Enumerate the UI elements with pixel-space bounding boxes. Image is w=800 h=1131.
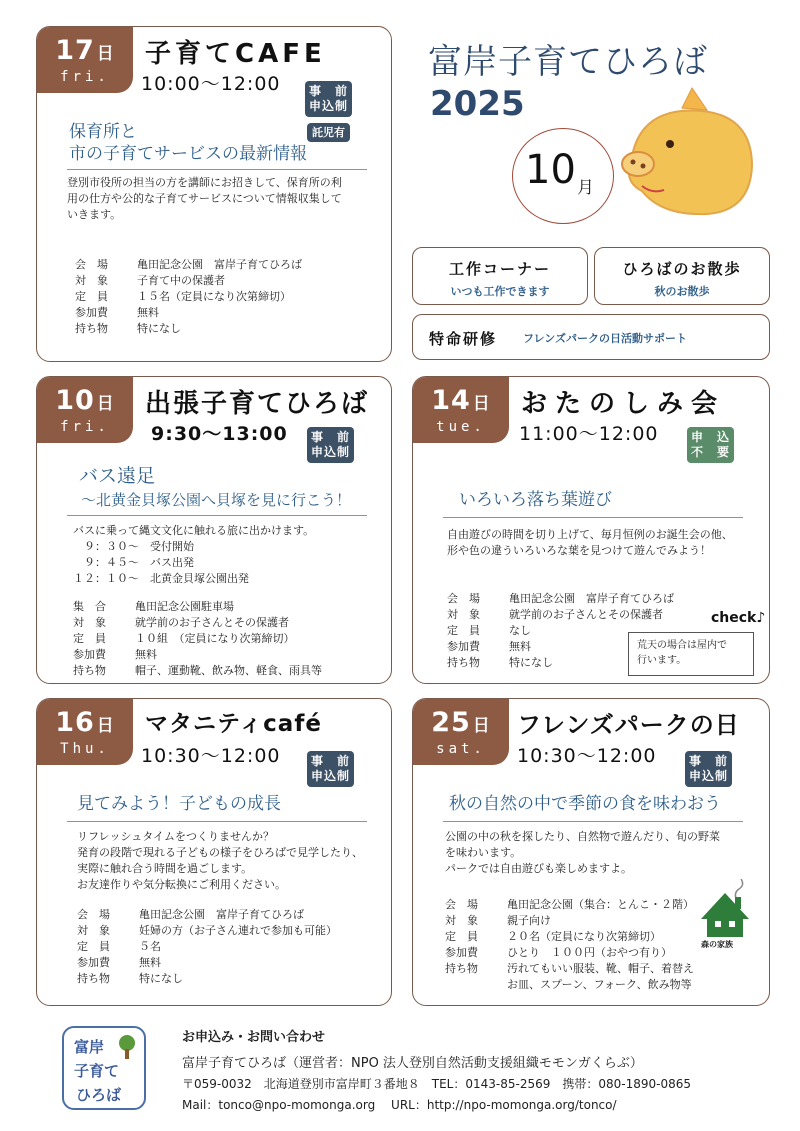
- info-value: 特になし: [509, 656, 553, 669]
- training-sub: フレンズパークの日活動サポート: [523, 332, 687, 345]
- info-row: [445, 913, 694, 929]
- logo-text-1: 富岸: [74, 1038, 105, 1056]
- desc-line: 形や色の違ういろいろな葉を見つけて遊んでみよう！: [447, 544, 711, 557]
- event-info: [77, 907, 337, 987]
- info-value: 特になし: [137, 322, 181, 335]
- event-weekday: sat.: [436, 741, 486, 757]
- event-description: [447, 527, 733, 559]
- event-weekday: Thu.: [60, 741, 110, 757]
- info-key: 持ち物: [77, 972, 110, 985]
- craft-corner-title: 工作コーナー: [448, 260, 551, 278]
- info-value: 亀田記念公園 富岸子育てひろば: [509, 592, 674, 605]
- info-key: 会 場: [447, 592, 480, 605]
- info-key: 定 員: [75, 290, 108, 303]
- info-value: 無料: [135, 648, 157, 661]
- info-row: [445, 945, 694, 961]
- date-box: [413, 699, 509, 765]
- info-row: [445, 897, 694, 913]
- info-key: 対 象: [445, 914, 478, 927]
- desc-line: ９：４５〜 バス出発: [73, 556, 194, 569]
- info-value: ５名: [139, 940, 161, 953]
- info-row: [75, 273, 302, 289]
- info-key: 定 員: [77, 940, 110, 953]
- event-day: 25: [431, 707, 471, 738]
- info-row: [77, 955, 337, 971]
- info-row: [447, 591, 674, 607]
- walk-corner: [594, 247, 770, 305]
- info-value: 亀田記念公園 富岸子育てひろば: [139, 908, 304, 921]
- info-key: 定 員: [447, 624, 480, 637]
- desc-line: を味わいます。: [445, 846, 522, 859]
- desc-line: 登別市役所の担当の方を講師にお招きして、保育所の利: [67, 176, 342, 189]
- event-time: 9:30〜13:00: [151, 423, 288, 445]
- event-title: マタニティcafé: [145, 711, 322, 737]
- event-title: 出張子育てひろば: [145, 389, 370, 419]
- info-key: 対 象: [77, 924, 110, 937]
- contact-info: Mail：tonco@npo-momonga.org URL：http://npo-momonga.org/tonco/: [182, 1098, 617, 1112]
- info-value: ２０名（定員になり次第締切）: [507, 930, 661, 943]
- desc-line: 発育の段階で現れる子どもの様子をひろばで見学したり、: [77, 846, 363, 859]
- info-key: 参加費: [77, 956, 110, 969]
- event-description: [67, 175, 342, 223]
- divider: [67, 515, 367, 516]
- org-logo: [62, 1026, 146, 1110]
- event-time: 10:30〜12:00: [517, 745, 657, 767]
- event-weekday: fri.: [60, 419, 110, 435]
- event-day: 14: [431, 385, 471, 416]
- desc-line: リフレッシュタイムをつくりませんか？: [77, 830, 275, 843]
- info-key: 会 場: [445, 898, 478, 911]
- desc-line: いきます。: [67, 208, 122, 221]
- desc-line: 自由遊びの時間を切り上げて、毎月恒例のお誕生会の他、: [447, 528, 733, 541]
- divider: [67, 821, 367, 822]
- event-info: [75, 257, 302, 337]
- address: 〒059-0032 北海道登別市富岸町３番地８ TEL：0143-85-2569 携帯：080-1890-0865: [182, 1077, 692, 1091]
- event-description: [73, 523, 314, 587]
- walk-corner-title: ひろばのお散歩: [622, 260, 742, 278]
- desc-line: 公園の中の秋を探したり、自然物で遊んだり、旬の野菜: [445, 830, 720, 843]
- craft-corner-sub: いつも工作できます: [450, 285, 550, 298]
- desc-line: １２：１０〜 北黄金貝塚公園出発: [73, 572, 249, 585]
- date-box: [37, 377, 133, 443]
- info-value: 無料: [509, 640, 531, 653]
- info-key: 参加費: [75, 306, 108, 319]
- divider: [67, 169, 367, 170]
- info-key: 定 員: [73, 632, 106, 645]
- training-title: 特命研修: [429, 330, 498, 348]
- day-unit: 日: [472, 716, 491, 736]
- day-unit: 日: [472, 394, 491, 414]
- day-unit: 日: [96, 394, 115, 414]
- info-key: 会 場: [77, 908, 110, 921]
- info-value: 親子向け: [507, 914, 551, 927]
- info-key: 定 員: [445, 930, 478, 943]
- reservation-badge: 事 前 申込制: [307, 751, 354, 787]
- info-key: 参加費: [73, 648, 106, 661]
- info-value: 亀田記念公園 富岸子育てひろば: [137, 258, 302, 271]
- event-info: [445, 897, 694, 993]
- info-value: 亀田記念公園（集合：とんこ・２階）: [507, 898, 694, 911]
- event-description: [77, 829, 363, 893]
- event-card-park: [412, 698, 770, 1006]
- event-info: [73, 599, 322, 679]
- event-subtitle-1: 秋の自然の中で季節の食を味わおう: [449, 794, 721, 814]
- info-row: [445, 961, 694, 977]
- info-row: [75, 305, 302, 321]
- info-row: [75, 257, 302, 273]
- info-value: 亀田記念公園駐車場: [135, 600, 234, 613]
- info-value: 無料: [139, 956, 161, 969]
- walk-corner-sub: 秋のお散歩: [654, 285, 710, 298]
- info-value: １５名（定員になり次第締切）: [137, 290, 291, 303]
- info-row: [75, 321, 302, 337]
- event-subtitle-1: 見てみよう！子どもの成長: [77, 794, 281, 814]
- info-value: お皿、スプーン、フォーク、飲み物等: [507, 978, 692, 991]
- event-time: 10:30〜12:00: [141, 745, 281, 767]
- event-subtitle-1: バス遠足: [79, 465, 156, 487]
- info-value: なし: [509, 624, 531, 637]
- event-time: 11:00〜12:00: [519, 423, 659, 445]
- month-unit: 月: [577, 178, 594, 198]
- info-row: [77, 907, 337, 923]
- day-unit: 日: [96, 716, 115, 736]
- info-value: 帽子、運動靴、飲み物、軽食、雨具等: [135, 664, 322, 677]
- info-key: 持ち物: [445, 962, 478, 975]
- info-key: 会 場: [75, 258, 108, 271]
- event-subtitle-1: いろいろ落ち葉遊び: [459, 490, 612, 510]
- info-key: 持ち物: [75, 322, 108, 335]
- desc-line: 用の仕方や公的な子育てサービスについて情報収集して: [67, 192, 342, 205]
- info-value: 子育て中の保護者: [137, 274, 225, 287]
- forest-house-label: 森の家族: [701, 940, 733, 949]
- logo-text-3: ひろば: [76, 1086, 122, 1104]
- desc-line: バスに乗って縄文文化に触れる旅に出かけます。: [73, 524, 315, 537]
- desc-line: ９：３０〜 受付開始: [73, 540, 194, 553]
- reservation-badge: 事 前 申込制: [305, 81, 352, 117]
- date-box: [37, 699, 133, 765]
- event-weekday: tue.: [436, 419, 486, 435]
- event-day: 17: [55, 35, 95, 66]
- info-key: 対 象: [447, 608, 480, 621]
- info-row: [447, 607, 674, 623]
- event-subtitle-2: 市の子育てサービスの最新情報: [69, 144, 307, 164]
- date-box: [37, 27, 133, 93]
- info-key: 参加費: [445, 946, 478, 959]
- craft-corner: [412, 247, 588, 305]
- event-day: 16: [55, 707, 95, 738]
- info-row: [73, 647, 322, 663]
- info-row: [73, 615, 322, 631]
- info-value: ひとり １００円（おやつ有り）: [507, 946, 672, 959]
- month-bubble: [512, 128, 614, 224]
- info-row: [73, 631, 322, 647]
- reservation-badge: 事 前 申込制: [307, 427, 354, 463]
- info-value: 汚れてもいい服装、靴、帽子、着替え: [507, 962, 694, 975]
- info-row: [73, 599, 322, 615]
- contact-title: お申込み・お問い合わせ: [182, 1030, 326, 1045]
- desc-line: パークでは自由遊びも楽しめますよ。: [445, 862, 632, 875]
- org-name: 富岸子育てひろば（運営者：NPO 法人登別自然活動支援組織モモンガくらぶ）: [182, 1056, 643, 1071]
- desc-line: 実際に触れ合う時間を過ごします。: [77, 862, 253, 875]
- check-label: check♪: [711, 610, 766, 626]
- desc-line: お友達作りや気分転換にご利用ください。: [77, 878, 286, 891]
- info-value: 妊婦の方（お子さん連れで参加も可能）: [139, 924, 337, 937]
- event-card-trip: [36, 376, 392, 684]
- info-row: [77, 971, 337, 987]
- event-title: フレンズパークの日: [517, 711, 740, 739]
- info-key: 対 象: [73, 616, 106, 629]
- logo-text-2: 子育て: [74, 1062, 120, 1080]
- event-description: [445, 829, 720, 877]
- info-key: 持ち物: [73, 664, 106, 677]
- divider: [443, 517, 743, 518]
- event-time: 10:00〜12:00: [141, 73, 281, 95]
- event-weekday: fri.: [60, 69, 110, 85]
- event-subtitle-2: 〜北黄金貝塚公園へ貝塚を見に行こう！: [81, 491, 352, 509]
- weather-note: 荒天の場合は屋内で 行います。: [628, 632, 754, 676]
- event-subtitle-1: 保育所と: [69, 122, 137, 142]
- info-row: [445, 929, 694, 945]
- event-day: 10: [55, 385, 95, 416]
- month-number: 10: [525, 147, 576, 193]
- training-box: [412, 314, 770, 360]
- info-value: 無料: [137, 306, 159, 319]
- event-card-cafe: [36, 26, 392, 362]
- reservation-badge: 事 前 申込制: [685, 751, 732, 787]
- info-row: [77, 939, 337, 955]
- info-key: 集 合: [73, 600, 106, 613]
- info-value: １０組 （定員になり次第締切）: [135, 632, 295, 645]
- childcare-badge: 託児有: [307, 123, 350, 142]
- pig-illustration: [612, 86, 762, 236]
- day-unit: 日: [96, 44, 115, 64]
- date-box: [413, 377, 509, 443]
- page-title: 富岸子育てひろば: [428, 42, 708, 82]
- info-row: [77, 923, 337, 939]
- divider: [443, 821, 743, 822]
- page-year: 2025: [430, 84, 525, 124]
- info-row: [445, 977, 694, 993]
- info-value: 就学前のお子さんとその保護者: [509, 608, 663, 621]
- info-key: 対 象: [75, 274, 108, 287]
- info-key: 持ち物: [447, 656, 480, 669]
- info-value: 特になし: [139, 972, 183, 985]
- info-key: [445, 977, 507, 993]
- no-reservation-badge: 申 込 不 要: [687, 427, 734, 463]
- event-title: おたのしみ会: [521, 389, 726, 419]
- info-row: [75, 289, 302, 305]
- info-key: 参加費: [447, 640, 480, 653]
- info-value: 就学前のお子さんとその保護者: [135, 616, 289, 629]
- tree-icon: [116, 1034, 138, 1060]
- info-row: [73, 663, 322, 679]
- event-title: 子育てCAFE: [145, 39, 326, 69]
- event-card-maternity: [36, 698, 392, 1006]
